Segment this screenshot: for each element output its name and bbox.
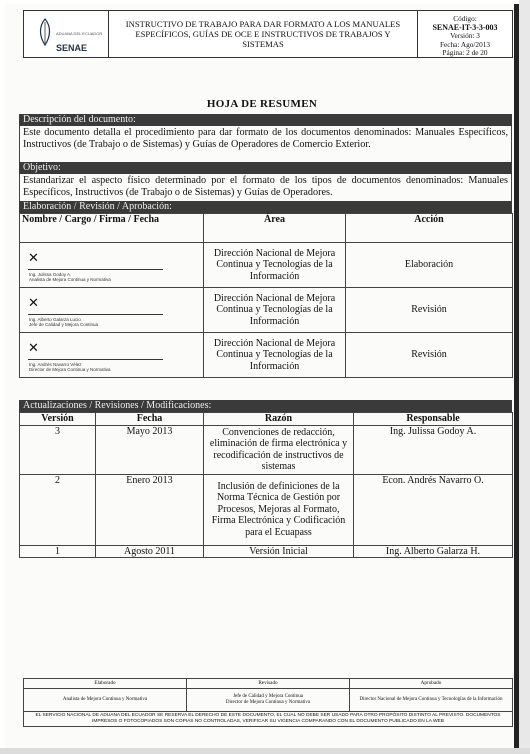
signature-mark: ✕: [28, 296, 39, 311]
area-cell: Dirección Nacional de Mejora Continua y Tecnologías de la Información: [204, 333, 346, 378]
page-heading: HOJA DE RESUMEN: [206, 98, 318, 110]
page-shadow-bottom: [0, 748, 530, 754]
table-row: [20, 474, 513, 545]
col-fecha: Fecha: [96, 413, 204, 426]
fecha-cell: Enero 2013: [96, 474, 204, 545]
signature-mark: ✕: [28, 251, 39, 266]
accion-cell: Revisión: [346, 333, 513, 378]
razon-cell: Inclusión de definiciones de la Norma Técnica de Gestión por Procesos, Mejoras al Formato, Firma Electrónica y Codificación para el Ecuapass: [204, 474, 354, 545]
document-footer: [23, 678, 513, 727]
fecha-cell: Agosto 2011: [96, 545, 204, 558]
signature-cell: [20, 333, 204, 378]
signer-name: Ing. Andrés Navarro Vélez: [29, 362, 82, 367]
razon-cell: Versión Inicial: [204, 545, 354, 558]
version-cell: 3: [20, 425, 96, 474]
document-header: [23, 10, 513, 58]
elaboracion-label: Elaboración / Revisión / Aprobación:: [19, 201, 512, 213]
footer-role-3-text: Director Nacional de Mejora Continua y Tecnologías de la Información: [359, 697, 503, 702]
col-responsable: Responsable: [354, 413, 513, 426]
signature-line: [28, 314, 163, 315]
table-row: [20, 545, 513, 558]
footer-elaborado: Elaborado: [24, 679, 187, 688]
col-area: Área: [204, 214, 346, 243]
fecha-cell: Mayo 2013: [96, 425, 204, 474]
footer-aprobado: Aprobado: [420, 680, 442, 686]
footer-role-1: [24, 689, 187, 711]
logo-small-text: ADUANA DEL ECUADOR: [56, 31, 103, 36]
footer-disclaimer: EL SERVICIO NACIONAL DE ADUANA DEL ECUADOR SE RESERVA EL DERECHO DE ESTE DOCUMENTO, EL CUAL NO DEBE SER USADO PARA OTRO PROPÓSITO DISTINTO AL PREVISTO. DOCUMENTOS IMPRESOS O FOTOCOPIADOS SON COPIAS NO CONTROLADAS, VERIFICAR SU VIGENCIA COMPARANDO CON EL DOCUMENTO PUBLICADO EN LA WEB: [35, 713, 501, 724]
version-cell: 2: [20, 474, 96, 545]
table-header-row: [20, 413, 513, 426]
footer-revisado: Revisado: [187, 679, 350, 688]
table-row: [20, 333, 513, 378]
col-nombre: Nombre / Cargo / Firma / Fecha: [20, 214, 204, 243]
footer-role-2a-text: Jefe de Calidad y Mejora Continua: [233, 694, 303, 699]
table-header-row: [20, 214, 513, 243]
descripcion-text: Este documento detalla el procedimiento para dar formato de los documentos denominados: Manuales Específicos, Instructivos (de Trabajo o de Sistemas) y Guías de Operadores de Comercio Exterior.: [19, 126, 512, 162]
signer-cargo: Director de Mejora Continua y Normativa: [29, 367, 111, 372]
accion-cell: Elaboración: [346, 243, 513, 288]
footer-role-2: [187, 689, 350, 711]
logo-name: SENAE: [56, 43, 88, 53]
leaf-icon: [38, 18, 52, 46]
code-label: Código:: [453, 14, 477, 23]
elaboracion-table: [19, 213, 513, 378]
actualizaciones-table: [19, 412, 513, 558]
signature-cell: [20, 288, 204, 333]
senae-logo: [24, 11, 109, 57]
version-cell: 1: [20, 545, 96, 558]
col-razon: Razón: [204, 413, 354, 426]
col-version: Versión: [20, 413, 96, 426]
document-title: INSTRUCTIVO DE TRABAJO PARA DAR FORMATO A LOS MANUALES ESPECÍFICOS, GUÍAS DE OCE E INSTRUCTIVOS DE TRABAJOS Y SISTEMAS: [109, 11, 418, 57]
razon-cell: Convenciones de redacción, eliminación de firma electrónica y recodificación de instructivos de sistemas: [204, 425, 354, 474]
footer-role-1-text: Analista de Mejora Continua y Normativa: [62, 697, 148, 702]
code-value: SENAE-IT-3-3-003: [432, 22, 498, 32]
signature-mark: ✕: [28, 341, 39, 356]
signer-cargo: Jefe de Calidad y Mejora Continua: [29, 322, 99, 327]
objetivo-text: Estandarizar el aspecto físico determinado por el formato de los tipos de documentos denominados: Manuales Específicos, Instructivos (de Trabajo o de Sistemas) y Guías de Operadores.: [19, 174, 512, 201]
actualizaciones-label: Actualizaciones / Revisiones / Modificaciones:: [19, 400, 512, 412]
signer-name: Ing. Julissa Godoy A.: [29, 272, 72, 277]
signer-cargo: Analista de Mejora Continua y Normativa: [29, 277, 111, 282]
signer-name: Ing. Alberto Galarza Lucio: [29, 317, 81, 322]
footer-header-row: [24, 679, 512, 689]
table-row: [20, 288, 513, 333]
footer-role-2b-text: Director de Mejora Continua y Normativa: [225, 700, 311, 705]
area-cell: Dirección Nacional de Mejora Continua y Tecnologías de la Información: [204, 243, 346, 288]
responsable-cell: Econ. Andrés Navarro O.: [354, 474, 513, 545]
document-meta: [418, 11, 512, 57]
document-page: [5, 4, 519, 748]
area-cell: Dirección Nacional de Mejora Continua y Tecnologías de la Información: [204, 288, 346, 333]
descripcion-label: Descripción del documento:: [19, 114, 512, 126]
responsable-cell: Ing. Alberto Galarza H.: [354, 545, 513, 558]
objetivo-label: Objetivo:: [19, 162, 512, 174]
table-row: [20, 425, 513, 474]
signature-cell: [20, 243, 204, 288]
page-shadow-right: [519, 0, 530, 754]
col-accion: Acción: [346, 214, 513, 243]
page-number: Página: 2 de 20: [442, 48, 488, 57]
signature-line: [28, 359, 163, 360]
accion-cell: Revisión: [346, 288, 513, 333]
version-text: Versión: 3: [450, 31, 480, 40]
responsable-cell: Ing. Julissa Godoy A.: [354, 425, 513, 474]
footer-roles-row: [24, 689, 512, 712]
date-text: Fecha: Ago/2013: [439, 39, 491, 49]
signature-line: [28, 269, 163, 270]
table-row: [20, 243, 513, 288]
footer-role-3: [350, 689, 512, 711]
